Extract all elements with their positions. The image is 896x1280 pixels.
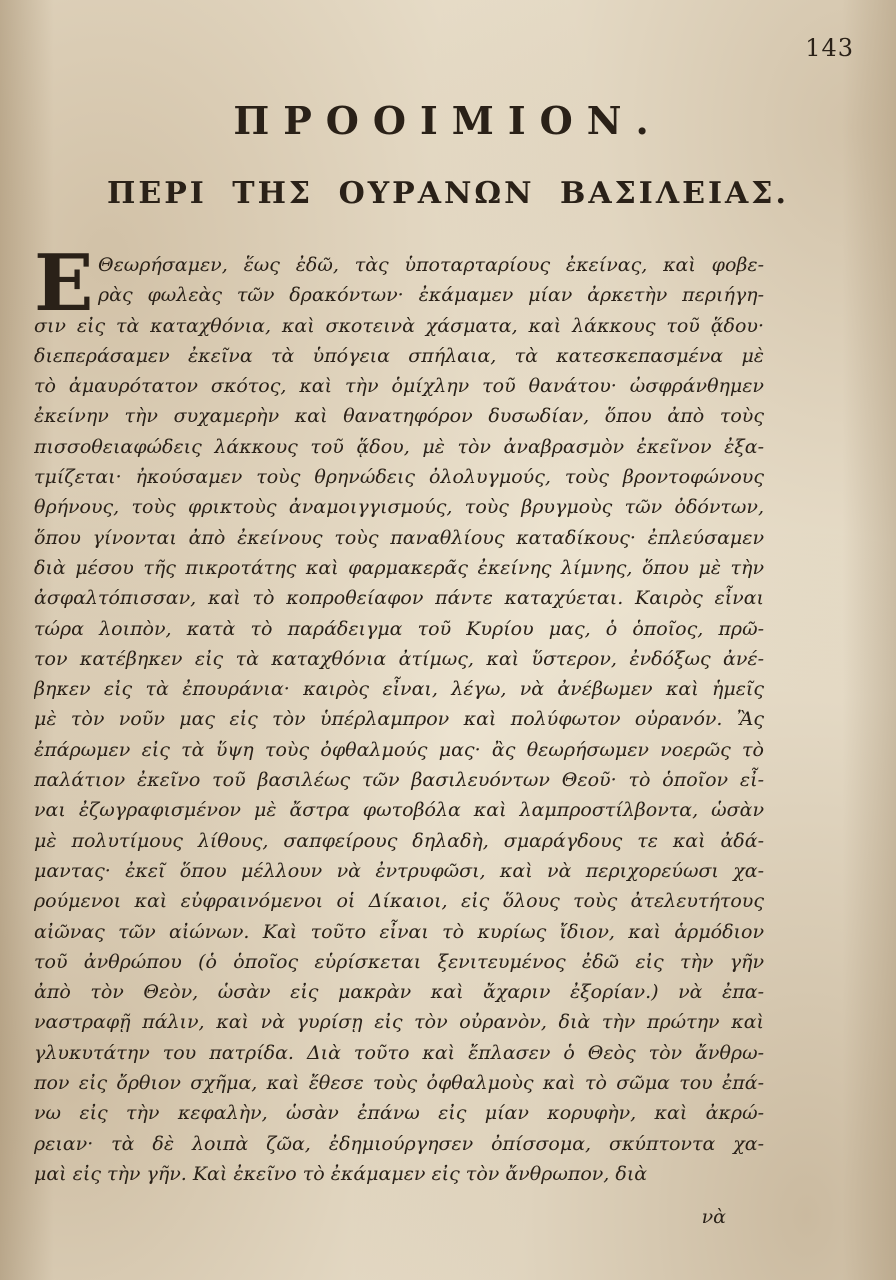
text-line: πισσοθειαφώδεις λάκκους τοῦ ᾅδου, μὲ τὸν ἀναβρασμὸν ἐκεῖνον ἐξα- bbox=[34, 435, 764, 458]
drop-cap-initial: Ε bbox=[34, 238, 94, 329]
chapter-title: ΠΡΟΟΙΜΙΟΝ. bbox=[233, 98, 663, 143]
text-line: τοῦ ἀνθρώπου (ὁ ὁποῖος εὑρίσκεται ξενιτευμένος ἐδῶ εἰς τὴν γῆν bbox=[34, 950, 764, 973]
text-line: ναι ἐζωγραφισμένον μὲ ἄστρα φωτοβόλα καὶ λαμπροστίλβοντα, ὡσὰν bbox=[34, 799, 764, 822]
text-line: ναστραφῇ πάλιν, καὶ νὰ γυρίσῃ εἰς τὸν οὐρανὸν, διὰ τὴν πρώτην καὶ bbox=[34, 1011, 764, 1034]
text-line: σιν εἰς τὰ καταχθόνια, καὶ σκοτεινὰ χάσματα, καὶ λάκκους τοῦ ᾅδου· bbox=[34, 314, 764, 337]
text-line: ἐκείνην τὴν συχαμερὴν καὶ θανατηφόρον δυσωδίαν, ὅπου ἀπὸ τοὺς bbox=[34, 405, 764, 428]
page-number: 143 bbox=[805, 34, 854, 62]
text-line: ἀσφαλτόπισσαν, καὶ τὸ κοπροθείαφον πάντε καταχύεται. Καιρὸς εἶναι bbox=[34, 587, 764, 610]
text-line: Θεωρήσαμεν, ἕως ἐδῶ, τὰς ὑποταρταρίους ἐκείνας, καὶ φοβε- bbox=[98, 254, 764, 276]
body-text bbox=[34, 238, 764, 1189]
text-line: νω εἰς τὴν κεφαλὴν, ὡσὰν ἐπάνω εἰς μίαν κορυφὴν, καὶ ἀκρώ- bbox=[34, 1102, 764, 1125]
text-line: μὲ τὸν νοῦν μας εἰς τὸν ὑπέρλαμπρον καὶ πολύφωτον οὐρανόν. Ἂς bbox=[34, 708, 764, 731]
text-line: πον εἰς ὄρθιον σχῆμα, καὶ ἔθεσε τοὺς ὀφθαλμοὺς καὶ τὸ σῶμα του ἐπά- bbox=[34, 1072, 764, 1095]
text-line: τον κατέβηκεν εἰς τὰ καταχθόνια ἀτίμως, καὶ ὕστερον, ἐνδόξως ἀνέ- bbox=[34, 647, 764, 670]
text-line: ὅπου γίνονται ἀπὸ ἐκείνους τοὺς παναθλίους καταδίκους· ἐπλεύσαμεν bbox=[34, 526, 764, 549]
text-line: θρήνους, τοὺς φρικτοὺς ἀναμοιγγισμούς, τοὺς βρυγμοὺς τῶν ὀδόντων, bbox=[34, 496, 764, 519]
text-line: τώρα λοιπὸν, κατὰ τὸ παράδειγμα τοῦ Κυρίου μας, ὁ ὁποῖος, πρῶ- bbox=[34, 617, 764, 640]
text-line: τμίζεται· ἠκούσαμεν τοὺς θρηνώδεις ὀλολυγμούς, τοὺς βροντοφώνους bbox=[34, 466, 764, 489]
text-line: βηκεν εἰς τὰ ἐπουράνια· καιρὸς εἶναι, λέγω, νὰ ἀνέβωμεν καὶ ἡμεῖς bbox=[34, 678, 764, 701]
text-line: παλάτιον ἐκεῖνο τοῦ βασιλέως τῶν βασιλευόντων Θεοῦ· τὸ ὁποῖον εἶ- bbox=[34, 769, 764, 792]
text-line: μὲ πολυτίμους λίθους, σαπφείρους δηλαδὴ, σμαράγδους τε καὶ ἀδά- bbox=[34, 829, 764, 852]
text-line: ρούμενοι καὶ εὐφραινόμενοι οἱ Δίκαιοι, εἰς ὅλους τοὺς ἀτελευτήτους bbox=[34, 890, 764, 913]
text-line: διεπεράσαμεν ἐκεῖνα τὰ ὑπόγεια σπήλαια, τὰ κατεσκεπασμένα μὲ bbox=[34, 344, 764, 367]
text-line: αἰῶνας τῶν αἰώνων. Καὶ τοῦτο εἶναι τὸ κυρίως ἴδιον, καὶ ἁρμόδιον bbox=[34, 920, 764, 943]
text-line: ἐπάρωμεν εἰς τὰ ὕψη τοὺς ὀφθαλμούς μας· ἂς θεωρήσωμεν νοερῶς τὸ bbox=[34, 738, 764, 761]
catchword: νὰ bbox=[701, 1206, 726, 1228]
text-line: μαὶ εἰς τὴν γῆν. Καὶ ἐκεῖνο τὸ ἐκάμαμεν εἰς τὸν ἄνθρωπον, διὰ bbox=[34, 1162, 648, 1185]
text-line: ρειαν· τὰ δὲ λοιπὰ ζῶα, ἐδημιούργησεν ὀπίσσομα, σκύπτοντα χα- bbox=[34, 1132, 764, 1155]
text-line: τὸ ἀμαυρότατον σκότος, καὶ τὴν ὁμίχλην τοῦ θανάτου· ὠσφράνθημεν bbox=[34, 375, 764, 398]
text-line: γλυκυτάτην του πατρίδα. Διὰ τοῦτο καὶ ἔπλασεν ὁ Θεὸς τὸν ἄνθρω- bbox=[34, 1041, 764, 1064]
text-line: ἀπὸ τὸν Θεὸν, ὡσὰν εἰς μακρὰν καὶ ἄχαριν ἐξορίαν.) νὰ ἐπα- bbox=[34, 981, 764, 1004]
text-line: διὰ μέσου τῆς πικροτάτης καὶ φαρμακερᾶς ἐκείνης λίμνης, ὅπου μὲ τὴν bbox=[34, 556, 764, 579]
text-line: ρὰς φωλεὰς τῶν δρακόντων· ἐκάμαμεν μίαν ἀρκετὴν περιήγη- bbox=[98, 284, 764, 307]
chapter-subtitle: ΠΕΡΙ ΤΗΣ ΟΥΡΑΝΩΝ ΒΑΣΙΛΕΙΑΣ. bbox=[107, 176, 789, 211]
text-line: μαντας· ἐκεῖ ὅπου μέλλουν νὰ ἐντρυφῶσι, καὶ νὰ περιχορεύωσι χα- bbox=[34, 859, 764, 882]
